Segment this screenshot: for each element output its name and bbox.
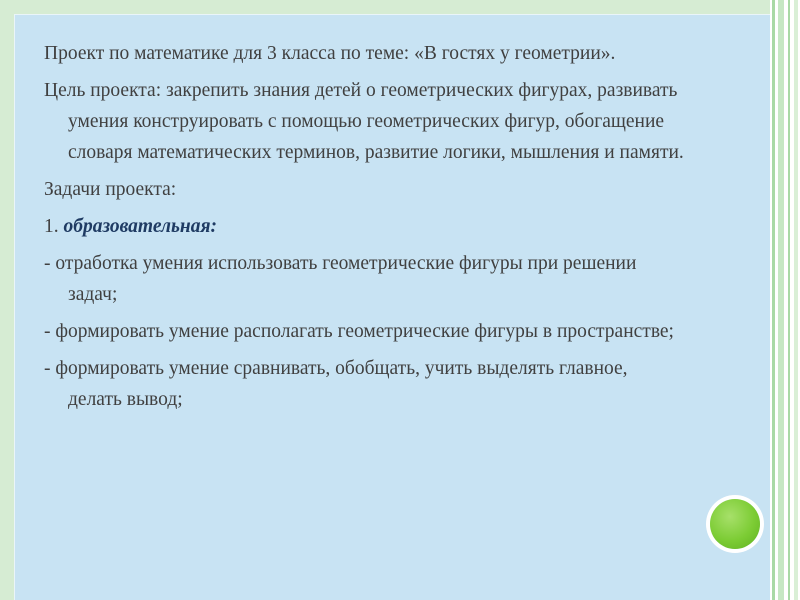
- stripe: [788, 0, 790, 600]
- bullet-item: - формировать умение сравнивать, обобщать, учить выделять главное, делать вывод;: [44, 358, 628, 410]
- project-goal: Цель проекта: закрепить знания детей о геометрических фигурах, развивать умения конструировать с помощью геометрических фигур, обогащение словаря математических терминов, развитие логики, мышления и памяти.: [44, 80, 684, 163]
- project-title: Проект по математике для 3 класса по теме: «В гостях у геометрии».: [44, 43, 616, 64]
- green-circle-decoration: [710, 499, 760, 549]
- task-number: 1.: [44, 216, 64, 237]
- slide-body: [44, 38, 684, 421]
- stripe: [772, 0, 775, 600]
- bullet-item: - формировать умение располагать геометрические фигуры в пространстве;: [44, 321, 674, 342]
- stripe: [794, 0, 798, 600]
- task-name: образовательная:: [63, 216, 218, 237]
- decorative-stripes: [770, 0, 800, 600]
- stripe: [778, 0, 784, 600]
- bullet-item: - отработка умения использовать геометрические фигуры при решении задач;: [44, 253, 637, 305]
- tasks-heading: Задачи проекта:: [44, 179, 177, 200]
- task-item: [44, 211, 684, 242]
